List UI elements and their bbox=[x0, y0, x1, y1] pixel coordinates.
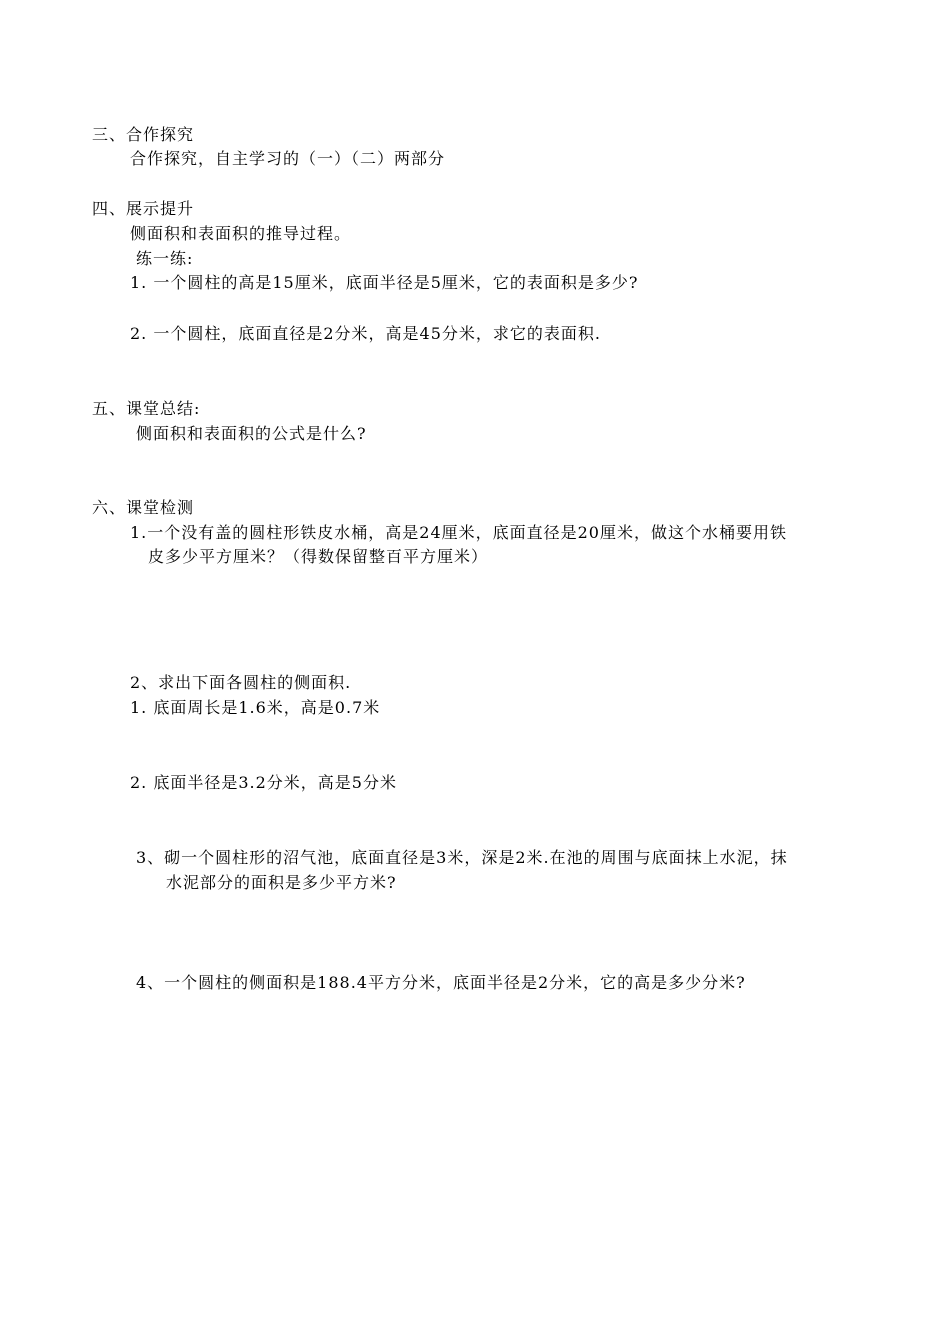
section-3-body: 合作探究，自主学习的（一）（二）两部分 bbox=[130, 149, 446, 168]
test-question-3-line-2: 水泥部分的面积是多少平方米? bbox=[166, 873, 397, 892]
section-3-heading: 三、合作探究 bbox=[92, 125, 195, 144]
section-6-heading: 六、课堂检测 bbox=[92, 498, 195, 517]
section-5-body: 侧面积和表面积的公式是什么? bbox=[136, 424, 367, 443]
practice-label: 练一练: bbox=[136, 249, 194, 268]
test-question-4: 4、一个圆柱的侧面积是188.4平方分米，底面半径是2分米，它的高是多少分米? bbox=[136, 973, 746, 992]
practice-question-1: 1. 一个圆柱的高是15厘米，底面半径是5厘米，它的表面积是多少? bbox=[130, 273, 639, 292]
section-4-body: 侧面积和表面积的推导过程。 bbox=[130, 224, 352, 243]
test-question-2-part-b: 2. 底面半径是3.2分米，高是5分米 bbox=[130, 773, 397, 792]
section-4-heading: 四、展示提升 bbox=[92, 199, 195, 218]
section-5-heading: 五、课堂总结: bbox=[92, 399, 201, 418]
test-question-1-line-2: 皮多少平方厘米？（得数保留整百平方厘米） bbox=[148, 547, 489, 566]
practice-question-2: 2. 一个圆柱，底面直径是2分米，高是45分米，求它的表面积. bbox=[130, 324, 601, 343]
test-question-2-part-a: 1. 底面周长是1.6米，高是0.7米 bbox=[130, 698, 381, 717]
test-question-3-line-1: 3、砌一个圆柱形的沼气池，底面直径是3米，深是2米.在池的周围与底面抹上水泥，抹 bbox=[136, 848, 788, 867]
test-question-1-line-1: 1.一个没有盖的圆柱形铁皮水桶，高是24厘米，底面直径是20厘米，做这个水桶要用铁 bbox=[130, 523, 787, 542]
test-question-2-title: 2、求出下面各圆柱的侧面积. bbox=[130, 673, 352, 692]
